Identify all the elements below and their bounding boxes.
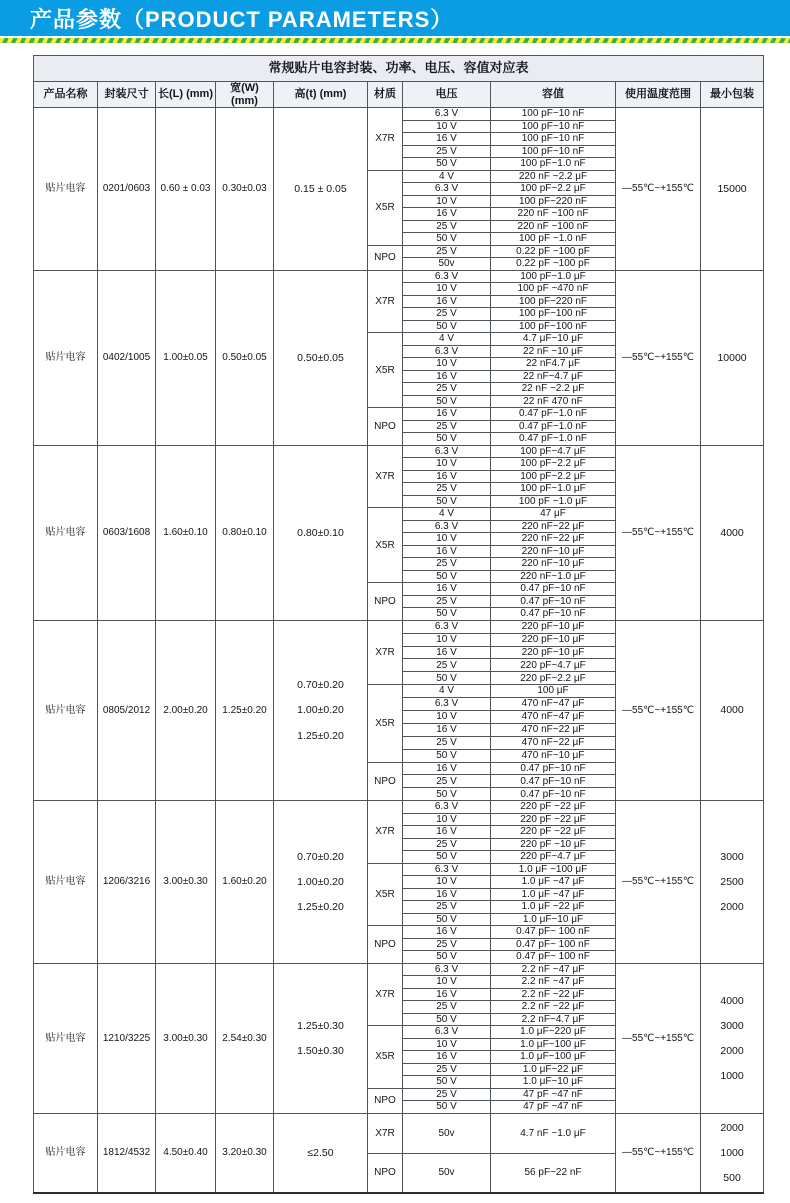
voltage-cell: 10 V [403,283,491,296]
width-cell: 1.25±0.20 [216,620,274,800]
voltage-cell: 4 V [403,685,491,698]
material-cell: NPO [368,1153,403,1193]
voltage-cell: 25 V [403,595,491,608]
min-pack-cell: 4000 3000 2000 1000 [701,963,764,1113]
voltage-cell: 6.3 V [403,345,491,358]
capacitance-cell: 220 nF~10 μF [491,558,616,571]
material-cell: NPO [368,926,403,964]
voltage-cell: 25 V [403,1088,491,1101]
material-cell: X5R [368,508,403,583]
capacitance-cell: 100 pF~2.2 μF [491,458,616,471]
capacitance-cell: 1.0 μF~220 μF [491,1026,616,1039]
capacitance-cell: 1.0 μF~10 μF [491,913,616,926]
parameters-table [33,55,764,1194]
material-cell: X7R [368,108,403,171]
width-cell: 2.54±0.30 [216,963,274,1113]
capacitance-cell: 100 pF~100 nF [491,320,616,333]
capacitance-cell: 0.47 pF~10 nF [491,608,616,621]
material-cell: X5R [368,333,403,408]
capacitance-cell: 0.47 pF~ 100 nF [491,926,616,939]
column-header: 宽(W) (mm) [216,82,274,108]
capacitance-cell: 220 nF~22 μF [491,520,616,533]
voltage-cell: 16 V [403,646,491,659]
capacitance-cell: 2.2 nF ~47 μF [491,963,616,976]
height-cell: 1.25±0.30 1.50±0.30 [274,963,368,1113]
package-cell: 1812/4532 [98,1113,156,1193]
voltage-cell: 16 V [403,133,491,146]
capacitance-cell: 100 pF~2.2 μF [491,470,616,483]
capacitance-cell: 100 pF ~470 nF [491,283,616,296]
page-title: 产品参数（PRODUCT PARAMETERS） [30,6,454,32]
material-cell: X7R [368,270,403,333]
capacitance-cell: 220 pF ~22 μF [491,813,616,826]
voltage-cell: 50v [403,1153,491,1193]
voltage-cell: 50 V [403,672,491,685]
capacitance-cell: 1.0 μF ~100 μF [491,863,616,876]
capacitance-cell: 100 pF~10 nF [491,108,616,121]
min-pack-cell: 2000 1000 500 [701,1113,764,1193]
column-header: 封装尺寸 [98,82,156,108]
voltage-cell: 4 V [403,333,491,346]
min-pack-cell: 4000 [701,620,764,800]
voltage-cell: 6.3 V [403,863,491,876]
length-cell: 3.00±0.30 [156,801,216,964]
divider-stripe [0,38,790,43]
min-pack-cell: 15000 [701,108,764,271]
product-cell: 贴片电容 [34,1113,98,1193]
material-cell: NPO [368,762,403,801]
capacitance-cell: 0.22 pF ~100 pF [491,245,616,258]
table-row [34,620,764,633]
temp-range-cell: —55℃~+155℃ [616,108,701,271]
height-cell: 0.70±0.20 1.00±0.20 1.25±0.20 [274,620,368,800]
package-cell: 1206/3216 [98,801,156,964]
voltage-cell: 50 V [403,1076,491,1089]
capacitance-cell: 22 nF4.7 μF [491,358,616,371]
package-cell: 1210/3225 [98,963,156,1113]
height-cell: 0.15 ± 0.05 [274,108,368,271]
min-pack-cell: 4000 [701,445,764,620]
width-cell: 3.20±0.30 [216,1113,274,1193]
material-cell: X5R [368,170,403,245]
capacitance-cell: 470 nF~10 μF [491,749,616,762]
voltage-cell: 25 V [403,736,491,749]
product-cell: 贴片电容 [34,270,98,445]
voltage-cell: 25 V [403,901,491,914]
column-header: 电压 [403,82,491,108]
capacitance-cell: 220 nF ~100 nF [491,220,616,233]
banner [0,0,790,36]
capacitance-cell: 47 pF ~47 nF [491,1088,616,1101]
voltage-cell: 16 V [403,370,491,383]
voltage-cell: 25 V [403,145,491,158]
voltage-cell: 16 V [403,988,491,1001]
capacitance-cell: 0.47 pF~10 nF [491,775,616,788]
product-cell: 贴片电容 [34,963,98,1113]
table-row [34,963,764,976]
voltage-cell: 6.3 V [403,108,491,121]
material-cell: NPO [368,583,403,621]
capacitance-cell: 1.0 μF~22 μF [491,1063,616,1076]
capacitance-cell: 100 pF ~1.0 nF [491,233,616,246]
material-cell: X5R [368,685,403,762]
voltage-cell: 10 V [403,633,491,646]
voltage-cell: 50 V [403,851,491,864]
capacitance-cell: 100 pF~10 nF [491,120,616,133]
capacitance-cell: 0.47 pF~10 nF [491,595,616,608]
voltage-cell: 25 V [403,838,491,851]
voltage-cell: 10 V [403,195,491,208]
voltage-cell: 6.3 V [403,270,491,283]
temp-range-cell: —55℃~+155℃ [616,445,701,620]
voltage-cell: 6.3 V [403,445,491,458]
capacitance-cell: 100 pF~2.2 μF [491,183,616,196]
capacitance-cell: 22 nF ~2.2 μF [491,383,616,396]
voltage-cell: 50 V [403,433,491,446]
voltage-cell: 50 V [403,158,491,171]
capacitance-cell: 0.47 pF~1.0 nF [491,420,616,433]
table-header-row [34,82,764,108]
width-cell: 0.50±0.05 [216,270,274,445]
capacitance-cell: 2.2 nF ~47 μF [491,976,616,989]
capacitance-cell: 1.0 μF ~22 μF [491,901,616,914]
voltage-cell: 25 V [403,245,491,258]
voltage-cell: 25 V [403,483,491,496]
voltage-cell: 50 V [403,608,491,621]
voltage-cell: 25 V [403,308,491,321]
capacitance-cell: 0.47 pF~1.0 nF [491,408,616,421]
voltage-cell: 50 V [403,495,491,508]
voltage-cell: 10 V [403,976,491,989]
capacitance-cell: 100 pF~1.0 μF [491,483,616,496]
capacitance-cell: 22 nF ~10 μF [491,345,616,358]
height-cell: 0.80±0.10 [274,445,368,620]
temp-range-cell: —55℃~+155℃ [616,963,701,1113]
voltage-cell: 16 V [403,545,491,558]
voltage-cell: 50 V [403,395,491,408]
material-cell: NPO [368,245,403,270]
capacitance-cell: 2.2 nF~4.7 μF [491,1013,616,1026]
capacitance-cell: 220 nF ~100 nF [491,208,616,221]
capacitance-cell: 1.0 μF~100 μF [491,1051,616,1064]
voltage-cell: 16 V [403,926,491,939]
capacitance-cell: 4.7 nF ~1.0 μF [491,1113,616,1153]
capacitance-cell: 100 pF~100 nF [491,308,616,321]
capacitance-cell: 470 nF~47 μF [491,711,616,724]
capacitance-cell: 1.0 μF ~47 μF [491,888,616,901]
material-cell: X5R [368,1026,403,1089]
voltage-cell: 50 V [403,1013,491,1026]
capacitance-cell: 47 μF [491,508,616,521]
capacitance-cell: 470 nF~47 μF [491,698,616,711]
capacitance-cell: 220 pF ~22 μF [491,801,616,814]
voltage-cell: 6.3 V [403,963,491,976]
voltage-cell: 4 V [403,508,491,521]
capacitance-cell: 0.47 pF~ 100 nF [491,938,616,951]
capacitance-cell: 0.47 pF~10 nF [491,583,616,596]
capacitance-cell: 22 nF~4.7 μF [491,370,616,383]
voltage-cell: 16 V [403,762,491,775]
capacitance-cell: 22 nF 470 nF [491,395,616,408]
column-header: 使用温度范围 [616,82,701,108]
column-header: 材质 [368,82,403,108]
min-pack-cell: 10000 [701,270,764,445]
voltage-cell: 50 V [403,788,491,801]
voltage-cell: 50v [403,1113,491,1153]
voltage-cell: 4 V [403,170,491,183]
capacitance-cell: 220 pF~4.7 μF [491,851,616,864]
capacitance-cell: 470 nF~22 μF [491,736,616,749]
voltage-cell: 25 V [403,220,491,233]
material-cell: X5R [368,863,403,926]
voltage-cell: 10 V [403,358,491,371]
length-cell: 2.00±0.20 [156,620,216,800]
voltage-cell: 50 V [403,749,491,762]
parameters-table-container [33,55,763,1194]
capacitance-cell: 220 pF~10 μF [491,633,616,646]
table-row [34,270,764,283]
voltage-cell: 16 V [403,826,491,839]
voltage-cell: 10 V [403,533,491,546]
table-title: 常规贴片电容封装、功率、电压、容值对应表 [34,56,764,82]
column-header: 容值 [491,82,616,108]
column-header: 高(t) (mm) [274,82,368,108]
voltage-cell: 25 V [403,659,491,672]
voltage-cell: 6.3 V [403,520,491,533]
capacitance-cell: 470 nF~22 μF [491,723,616,736]
voltage-cell: 10 V [403,120,491,133]
capacitance-cell: 100 pF~10 nF [491,145,616,158]
width-cell: 0.30±0.03 [216,108,274,271]
capacitance-cell: 100 pF~1.0 nF [491,158,616,171]
package-cell: 0402/1005 [98,270,156,445]
voltage-cell: 16 V [403,470,491,483]
temp-range-cell: —55℃~+155℃ [616,270,701,445]
width-cell: 1.60±0.20 [216,801,274,964]
capacitance-cell: 100 μF [491,685,616,698]
material-cell: NPO [368,408,403,446]
table-row [34,108,764,121]
table-row [34,1113,764,1153]
voltage-cell: 16 V [403,723,491,736]
voltage-cell: 16 V [403,583,491,596]
capacitance-cell: 0.47 pF~ 100 nF [491,951,616,964]
product-cell: 贴片电容 [34,108,98,271]
material-cell: X7R [368,801,403,864]
voltage-cell: 25 V [403,1001,491,1014]
capacitance-cell: 220 pF ~22 μF [491,826,616,839]
capacitance-cell: 0.22 pF ~100 pF [491,258,616,271]
capacitance-cell: 47 pF ~47 nF [491,1101,616,1114]
capacitance-cell: 1.0 μF ~47 μF [491,876,616,889]
capacitance-cell: 100 pF~220 nF [491,195,616,208]
voltage-cell: 50 V [403,570,491,583]
product-cell: 贴片电容 [34,801,98,964]
capacitance-cell: 100 pF~220 nF [491,295,616,308]
capacitance-cell: 56 pF~22 nF [491,1153,616,1193]
length-cell: 4.50±0.40 [156,1113,216,1193]
voltage-cell: 50 V [403,951,491,964]
material-cell: X7R [368,1113,403,1153]
capacitance-cell: 4.7 μF~10 μF [491,333,616,346]
product-cell: 贴片电容 [34,620,98,800]
package-cell: 0805/2012 [98,620,156,800]
height-cell: 0.70±0.20 1.00±0.20 1.25±0.20 [274,801,368,964]
height-cell: 0.50±0.05 [274,270,368,445]
column-header: 长(L) (mm) [156,82,216,108]
table-row [34,801,764,814]
voltage-cell: 25 V [403,420,491,433]
width-cell: 0.80±0.10 [216,445,274,620]
package-cell: 0201/0603 [98,108,156,271]
capacitance-cell: 220 pF~4.7 μF [491,659,616,672]
length-cell: 1.00±0.05 [156,270,216,445]
voltage-cell: 6.3 V [403,1026,491,1039]
column-header: 产品名称 [34,82,98,108]
capacitance-cell: 1.0 μF~100 μF [491,1038,616,1051]
capacitance-cell: 0.47 pF~10 nF [491,762,616,775]
capacitance-cell: 220 pF~2.2 μF [491,672,616,685]
voltage-cell: 25 V [403,775,491,788]
temp-range-cell: —55℃~+155℃ [616,620,701,800]
material-cell: X7R [368,620,403,684]
column-header: 最小包装 [701,82,764,108]
voltage-cell: 6.3 V [403,620,491,633]
capacitance-cell: 220 nF~1.0 μF [491,570,616,583]
min-pack-cell: 3000 2500 2000 [701,801,764,964]
temp-range-cell: —55℃~+155℃ [616,1113,701,1193]
capacitance-cell: 220 nF~22 μF [491,533,616,546]
package-cell: 0603/1608 [98,445,156,620]
voltage-cell: 10 V [403,711,491,724]
length-cell: 1.60±0.10 [156,445,216,620]
voltage-cell: 10 V [403,1038,491,1051]
product-cell: 贴片电容 [34,445,98,620]
table-title-row [34,56,764,82]
voltage-cell: 16 V [403,408,491,421]
voltage-cell: 50 V [403,233,491,246]
capacitance-cell: 100 pF~4.7 μF [491,445,616,458]
capacitance-cell: 220 pF~10 μF [491,646,616,659]
voltage-cell: 10 V [403,876,491,889]
capacitance-cell: 100 pF ~1.0 μF [491,495,616,508]
length-cell: 3.00±0.30 [156,963,216,1113]
capacitance-cell: 100 pF~10 nF [491,133,616,146]
voltage-cell: 50 V [403,320,491,333]
capacitance-cell: 2.2 nF ~22 μF [491,988,616,1001]
voltage-cell: 10 V [403,458,491,471]
capacitance-cell: 220 nF ~2.2 μF [491,170,616,183]
voltage-cell: 16 V [403,888,491,901]
voltage-cell: 10 V [403,813,491,826]
voltage-cell: 16 V [403,208,491,221]
table-row [34,445,764,458]
voltage-cell: 50 V [403,913,491,926]
capacitance-cell: 220 pF ~10 μF [491,838,616,851]
temp-range-cell: —55℃~+155℃ [616,801,701,964]
voltage-cell: 16 V [403,295,491,308]
voltage-cell: 50v [403,258,491,271]
material-cell: X7R [368,963,403,1026]
capacitance-cell: 0.47 pF~10 nF [491,788,616,801]
capacitance-cell: 220 nF~10 μF [491,545,616,558]
capacitance-cell: 100 pF~1.0 μF [491,270,616,283]
voltage-cell: 25 V [403,1063,491,1076]
material-cell: NPO [368,1088,403,1113]
voltage-cell: 16 V [403,1051,491,1064]
capacitance-cell: 2.2 nF ~22 μF [491,1001,616,1014]
voltage-cell: 25 V [403,383,491,396]
voltage-cell: 6.3 V [403,801,491,814]
capacitance-cell: 220 pF~10 μF [491,620,616,633]
voltage-cell: 6.3 V [403,183,491,196]
length-cell: 0.60 ± 0.03 [156,108,216,271]
capacitance-cell: 1.0 μF~10 μF [491,1076,616,1089]
voltage-cell: 25 V [403,938,491,951]
capacitance-cell: 0.47 pF~1.0 nF [491,433,616,446]
material-cell: X7R [368,445,403,508]
voltage-cell: 25 V [403,558,491,571]
voltage-cell: 50 V [403,1101,491,1114]
height-cell: ≤2.50 [274,1113,368,1193]
voltage-cell: 6.3 V [403,698,491,711]
